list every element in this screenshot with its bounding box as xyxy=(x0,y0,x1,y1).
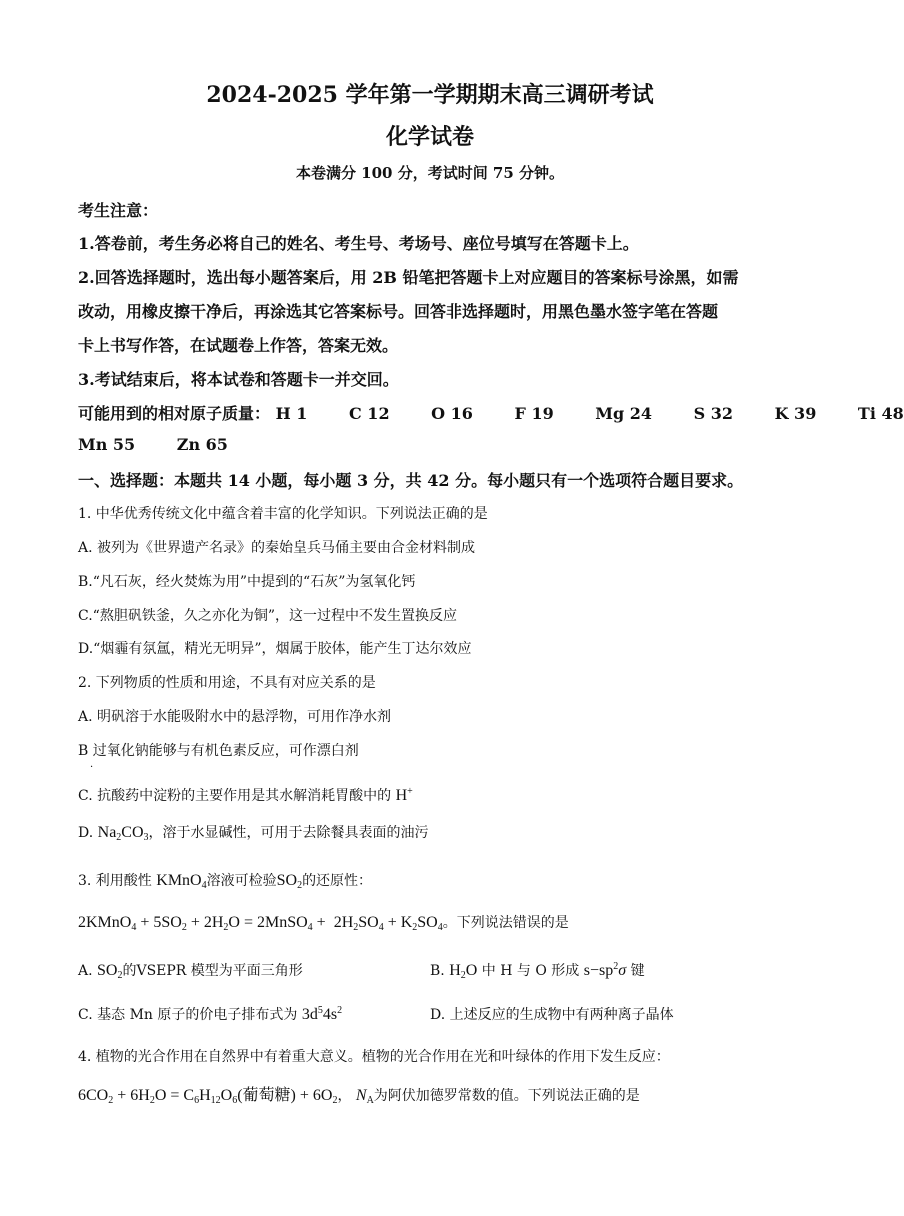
mass-f: F 19 xyxy=(514,404,554,423)
q3-option-b-tail: 键 xyxy=(630,963,645,979)
mass-o: O 16 xyxy=(431,404,473,423)
so2-formula-a: $SO_2$ xyxy=(97,962,123,981)
exam-info: 本卷满分 100 分，考试时间 75 分钟。 xyxy=(295,164,565,182)
mass-mg: Mg 24 xyxy=(595,404,653,423)
mass-c: C 12 xyxy=(349,404,390,423)
q2-option-d xyxy=(78,822,429,842)
q1-option-b: B.“凡石灰，经火焚炼为用”中提到的“石灰”为氢氧化钙 xyxy=(78,574,416,590)
notice-item-2-line-2: 改动，用橡皮擦干净后，再涂选其它答案标号。回答非选择题时，用黑色墨水签字笔在答题 xyxy=(78,302,719,321)
q2-stem: 2. 下列物质的性质和用途，不具有对应关系的是 xyxy=(78,675,376,691)
subject-title: 化学试卷 xyxy=(385,124,474,150)
q3-equation: 2KMnO$_4$ + $5SO_2 + 2H_2O$ = 2MnSO$_4$ + $2H_2SO_4 + K_2SO_4$ xyxy=(78,914,443,933)
mass-zn: Zn 65 xyxy=(176,435,228,454)
notice-item-3: 3.考试结束后，将本试卷和答题卡一并交回。 xyxy=(78,370,399,389)
mn-electron-config: $3d^54s^2$ xyxy=(301,1005,343,1023)
q1-option-a: A. 被列为《世界遗产名录》的秦始皇兵马俑主要由合金材料制成 xyxy=(78,540,476,556)
mass-k: K 39 xyxy=(774,404,817,423)
q2-option-c-text: C. 抗酸药中淀粉的主要作用是其水解消耗胃酸中的 xyxy=(78,788,392,804)
q3-stem-part-a: 3. 利用酸性 xyxy=(78,873,152,889)
exam-title: 2024-2025 学年第一学期期末高三调研考试 xyxy=(206,82,654,108)
q3-option-b-label: B. xyxy=(430,963,445,979)
q3-equation-tail: 。下列说法错误的是 xyxy=(442,915,569,931)
q3-option-b xyxy=(430,960,645,980)
notice-item-1: 1.答卷前，考生务必将自己的姓名、考生号、考场号、座位号填写在答题卡上。 xyxy=(78,234,639,253)
q2-option-b-text: 过氧化钠能够与有机色素反应，可作漂白剂 xyxy=(92,743,359,759)
q4-comma: ， xyxy=(337,1088,352,1104)
q3-option-c xyxy=(78,1004,342,1024)
q3-stem xyxy=(78,870,372,890)
atomic-masses-line-2 xyxy=(78,435,228,454)
atomic-masses-line-1 xyxy=(78,401,904,424)
q1-option-d: D.“烟霾有氛氲，精光无明异”，烟属于胶体，能产生丁达尔效应 xyxy=(78,641,472,657)
q3-stem-part-c: 的还原性： xyxy=(302,873,373,889)
section-1-heading: 一、选择题：本题共 14 小题，每小题 3 分，共 42 分。每小题只有一个选项符合题目要求。 xyxy=(78,471,744,490)
kmno4-formula: KMnO$_4$ xyxy=(156,872,207,891)
q1-stem: 1. 中华优秀传统文化中蕴含着丰富的化学知识。下列说法正确的是 xyxy=(78,506,488,522)
emphasis-dot: · xyxy=(90,762,94,773)
q4-equation-line xyxy=(78,1082,640,1105)
q3-option-d: D. 上述反应的生成物中有两种离子晶体 xyxy=(430,1007,674,1023)
mass-s: S 32 xyxy=(693,404,733,423)
water-formula: $H_2O$ xyxy=(449,962,478,981)
atomic-masses-label: 可能用到的相对原子质量： xyxy=(78,404,271,423)
mass-ti: Ti 48 xyxy=(857,404,904,423)
s-sp2-sigma: $s-sp^2\sigma$ xyxy=(583,961,627,979)
q2-option-a: A. 明矾溶于水能吸附水中的悬浮物，可用作净水剂 xyxy=(78,709,392,725)
notice-heading: 考生注意： xyxy=(78,201,159,220)
sodium-carbonate-formula: $Na_2CO_3$ xyxy=(97,824,149,843)
notice-item-2-line-3: 卡上书写作答，在试题卷上作答，答案无效。 xyxy=(78,336,399,355)
q3-option-a xyxy=(78,960,303,980)
q3-stem-part-b: 溶液可检验 xyxy=(206,873,277,889)
so2-formula: $SO_2$ xyxy=(276,872,303,891)
mass-h: H 1 xyxy=(275,404,308,423)
q3-option-b-text: 中 H 与 O 形成 xyxy=(481,963,580,979)
q3-option-a-label: A. xyxy=(78,963,93,979)
notice-item-2-line-1: 2.回答选择题时，选出每小题答案后，用 2B 铅笔把答题卡上对应题目的答案标号涂黑，如需 xyxy=(78,268,739,287)
q2-option-c xyxy=(78,785,413,805)
q1-option-c: C.“熬胆矾铁釜，久之亦化为铜”，这一过程中不发生置换反应 xyxy=(78,608,457,624)
hydrogen-ion-formula: H+ xyxy=(395,786,413,804)
mass-mn: Mn 55 xyxy=(78,435,136,454)
q3-option-c-text: C. 基态 Mn 原子的价电子排布式为 xyxy=(78,1007,298,1023)
photosynthesis-equation: $6CO_2 + 6H_2O = C_6H_{12}O_6$(葡萄糖) + $6O_2$ xyxy=(78,1087,338,1106)
q2-option-d-text: ，溶于水显碱性，可用于去除餐具表面的油污 xyxy=(148,825,429,841)
avogadro-symbol: $N_A$ xyxy=(355,1087,374,1106)
q3-option-a-text: 的VSEPR 模型为平面三角形 xyxy=(122,963,303,979)
q2-option-b-label: B xyxy=(78,743,89,759)
q2-option-b xyxy=(78,740,359,760)
glucose-label: 葡萄糖 xyxy=(242,1087,291,1104)
q4-equation-tail: 为阿伏加德罗常数的值。下列说法正确的是 xyxy=(373,1088,640,1104)
q2-option-d-label: D. xyxy=(78,825,94,841)
q3-equation-line xyxy=(78,912,569,932)
q4-stem: 4. 植物的光合作用在自然界中有着重大意义。植物的光合作用在光和叶绿体的作用下发生反应： xyxy=(78,1049,670,1065)
